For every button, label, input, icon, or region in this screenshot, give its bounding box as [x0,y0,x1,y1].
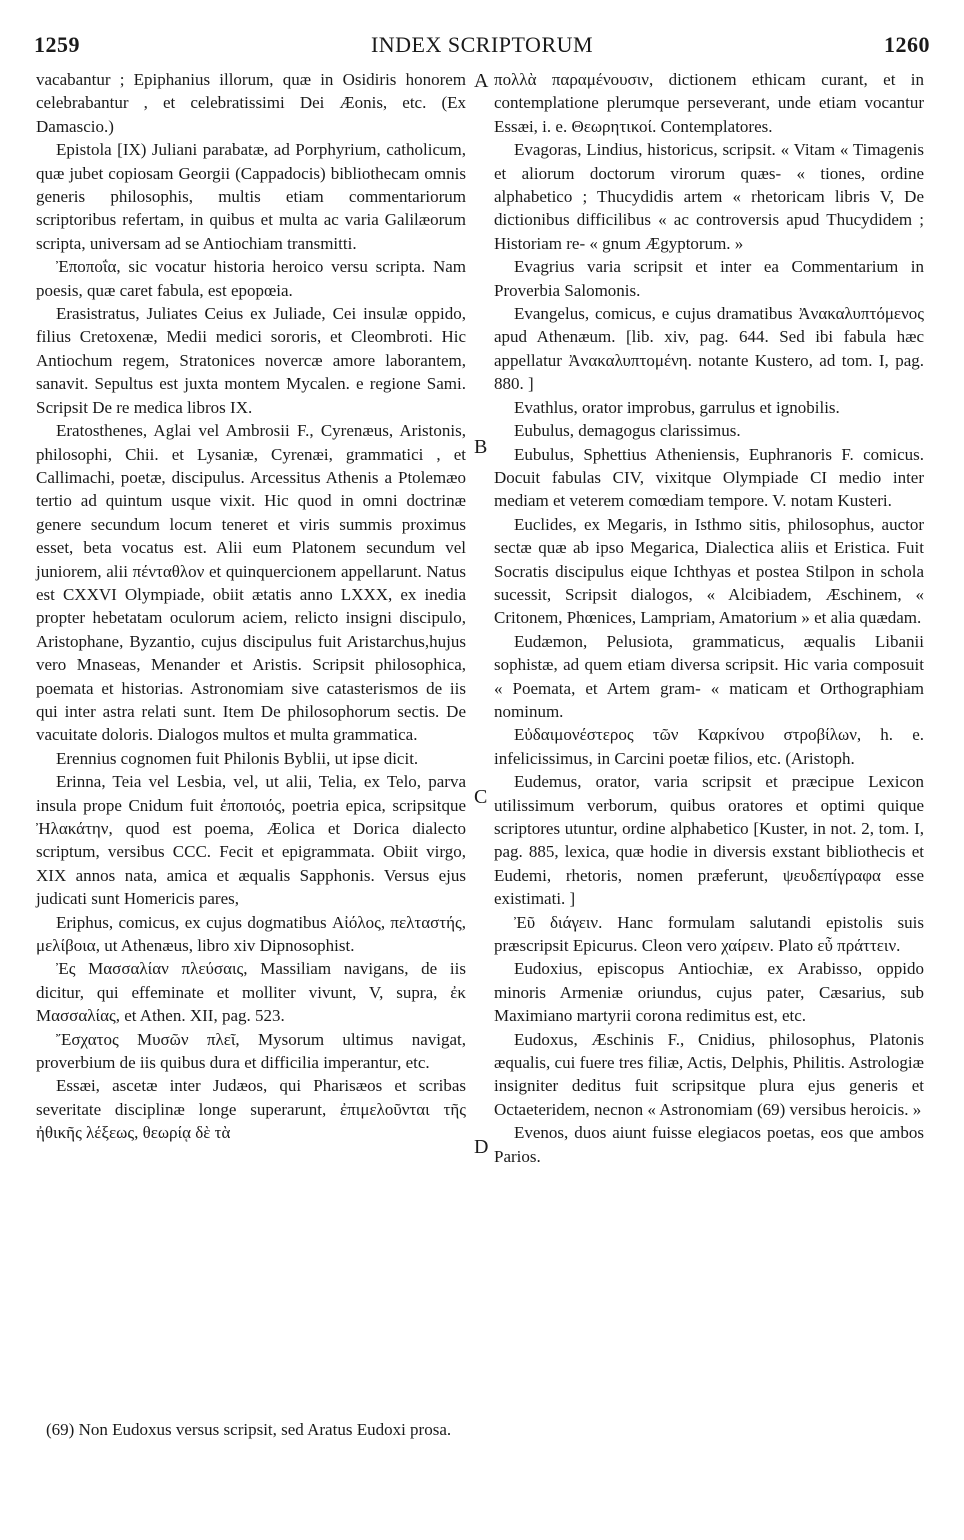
entry-paragraph: Eudoxius, episcopus Antiochiæ, ex Arabisso, oppido minoris Armeniæ oriundus, cujus pater, Cæsarius, sub Maximiano martyrii corona redimitus est, etc. [494,959,924,1026]
entry-paragraph: Evagoras, Lindius, historicus, scripsit. « Vitam « Timagenis et aliorum doctorum virorum quæs- « tiones, ordine alphabetico ; Thucydidis artem « rhetoricam libris V, De dictionibus difficilibus « ac controversis apud Thucydidem ; Historiam re- « gnum Ægyptorum. » [494,140,924,253]
right-column [494,68,924,1168]
entry-paragraph: Erasistratus, Juliates Ceius ex Juliade, Cei insulæ oppido, filius Cretoxenæ, Medii medici sororis, et Cleombroti. Hic Antiochum regem, Stratonices novercæ amore laborantem, sanavit. Sepultus est juxta montem Mycalen. e regione Sami. Scripsit De re medica libros IX. [36,304,466,417]
entry-paragraph: Eubulus, Sphettius Atheniensis, Euphranoris F. comicus. Docuit fabulas CIV, vixitque Olympiade CI medio inter mediam et veterem comœdiam tempore. V. notam Kusteri. [494,444,924,511]
entry-paragraph: vacabantur ; Epiphanius illorum, quæ in Osidiris honorem celebrabantur , et celebratissimi Dei Æonis, etc. (Ex Damascio.) [36,70,466,136]
entry-paragraph: Evenos, duos aiunt fuisse elegiacos poetas, eos que ambos Parios. [494,1123,924,1166]
entry-paragraph: Ἐῦ διάγειν. Hanc formulam salutandi epistolis suis præscripsit Epicurus. Cleon vero χαίρειν. Plato εὖ πράττειν. [494,912,924,956]
entry-paragraph: Erennius cognomen fuit Philonis Byblii, ut ipse dicit. [56,748,419,768]
entry-paragraph: Ἐς Μασσαλίαν πλεύσαις, Massiliam navigans, de iis dicitur, qui effeminate et molliter vivunt, V, supra, ἐκ Μασσαλίας, et Athen. XII, pag. 523. [36,959,466,1026]
entry-paragraph: πολλὰ παραμένουσιν, dictionem ethicam curant, et in contemplatione plerumque perseverant, unde etiam vocantur Essæi, i. e. Θεωρητικοί. Contemplatores. [494,70,924,136]
entry-paragraph: Evathlus, orator improbus, garrulus et ignobilis. [514,397,840,417]
margin-letter-a: A [474,70,489,92]
left-column [36,68,466,1145]
running-header [34,32,930,62]
entry-paragraph: Essæi, ascetæ inter Judæos, qui Pharisæos et scribas severitate disciplinæ longe superarunt, ἐπιμελοῦνται τῆς ἠθικῆς λέξεως, θεωρίᾳ δὲ τὰ [36,1076,466,1143]
page-number-right: 1260 [884,32,930,57]
entry-paragraph: Ἔσχατος Μυσῶν πλεῖ, Mysorum ultimus navigat, proverbium de iis quibus dura et difficilia imperantur, etc. [36,1029,466,1073]
entry-paragraph: Euclides, ex Megaris, in Isthmo sitis, philosophus, auctor sectæ quæ ab ipso Megarica, Dialectica aliis et Eristica. Fuit Socratis discipulus eique Ichthyas et postea Stilpon in schola sucessit, Scripsit dialogos, « Alcibiadem, Æschinem, « Critonem, Phœnices, Lampriam, Amatorium » et alia quædam. [494,514,924,628]
entry-paragraph: Evagrius varia scripsit et inter ea Commentarium in Proverbia Salomonis. [494,257,924,300]
entry-paragraph: Ἐποποΐα, sic vocatur historia heroico versu scripta. Nam poesis, quæ caret fabula, est epopœia. [36,257,466,300]
entry-paragraph: Eudemus, orator, varia scripsit et præcipue Lexicon utilissimum verborum, quibus oratores et optimi quique scriptores utuntur, ordine alphabetico [Kuster, in not. 2, tom. I, pag. 885, lexica, quæ hodie in diversis exstant bibliothecis et Eudemi, rhetoris, nomen præferunt, ψευδεπίγραφα esse existimati. ] [494,772,924,909]
footnote: (69) Non Eudoxus versus scripsit, sed Aratus Eudoxi prosa. [46,1420,452,1439]
entry-paragraph: Evangelus, comicus, e cujus dramatibus Ἀνακαλυπτόμενος apud Athenæum. [lib. xiv, pag. 644. Sed ibi fabula hæc appellatur Ἀνακαλυπτομένη. notante Kustero, ad tom. I, pag. 880. ] [494,304,924,394]
entry-paragraph: Εὐδαιμονέστερος τῶν Καρκίνου στροβίλων, h. e. infelicissimus, in Carcini poetæ filios, etc. (Aristoph. [494,725,924,768]
margin-letter-d: D [474,1136,489,1158]
entry-paragraph: Eratosthenes, Aglai vel Ambrosii F., Cyrenæus, Aristonis, philosophi, Chii. et Lysaniæ, Cyrenæi, grammatici , et Callimachi, poetæ, discipulus. Arcessitus Athenis a Ptolemæo tertio ad quintum usque vixit. Hic quod in omni doctrinæ genere secundum locum teneret et viris summis proximus esset, beta vocatus est. Alii eum Platonem secundum vel juniorem, alii πένταθλον et quinquercionem appellarunt. Natus est CXXVI Olympiade, obiit ætatis anno LXXX, ex inedia propter hebetatam oculorum aciem, relicto insigni discipulo, Aristophane, Byzantio, cujus discipulus fuit Aristarchus,hujus vero Mnaseas, Menander et Aristis. Scripsit philosophica, poemata et historias. Astronomiam sive catasterismos de iis qui inter astra relati sunt. Item De philosophorum sectis. De vacuitate doloris. Dialogos multos et multa grammatica. [36,421,466,745]
page-number-left: 1259 [34,32,80,57]
page-title: INDEX SCRIPTORUM [370,32,594,57]
margin-letter-b: B [474,436,488,458]
entry-paragraph: Erinna, Teia vel Lesbia, vel, ut alii, Telia, ex Telo, parva insula prope Cnidum fuit ἐποποιός, poetria epica, scripsitque Ἠλακάτην, quod est poema, Æolica et Dorica dialecto scriptum, versibus CCC. Fecit et epigrammata. Obiit virgo, XIX annos nata, amica et æqualis Sapphonis. Versus ejus judicati sunt Homericis pares, [36,772,466,909]
entry-paragraph: Eudæmon, Pelusiota, grammaticus, æqualis Libanii sophistæ, ad quem etiam diversa scripsit. Hic varia composuit « Poemata, et Artem gram- « maticam et Orthographiam nominum. [494,631,924,721]
entry-paragraph: Eriphus, comicus, ex cujus dogmatibus Αἰόλος, πελταστής, μελίβοια, ut Athenæus, libro xiv Dipnosophist. [36,912,466,956]
margin-letter-c: C [474,786,488,808]
entry-paragraph: Eubulus, demagogus clarissimus. [514,421,741,441]
entry-paragraph: Eudoxus, Æschinis F., Cnidius, philosophus, Platonis æqualis, cui fuere tres filiæ, Actis, Delphis, Philitis. Astrologiæ insigniter deditus fuit scripsitque plura ejus generis et Octaeteridem, necnon « Astronomiam (69) versibus heroicis. » [494,1029,924,1119]
entry-paragraph: Epistola [IX) Juliani parabatæ, ad Porphyrium, catholicum, quæ jubet copiosam Georgii (Cappadocis) bibliothecam omnis generis philosophis, multis etiam commentariorum scriptoribus refertam, in quibus et multa ac varia Galilæorum scripta, universam ad se Antiochiam transmitti. [36,140,466,253]
